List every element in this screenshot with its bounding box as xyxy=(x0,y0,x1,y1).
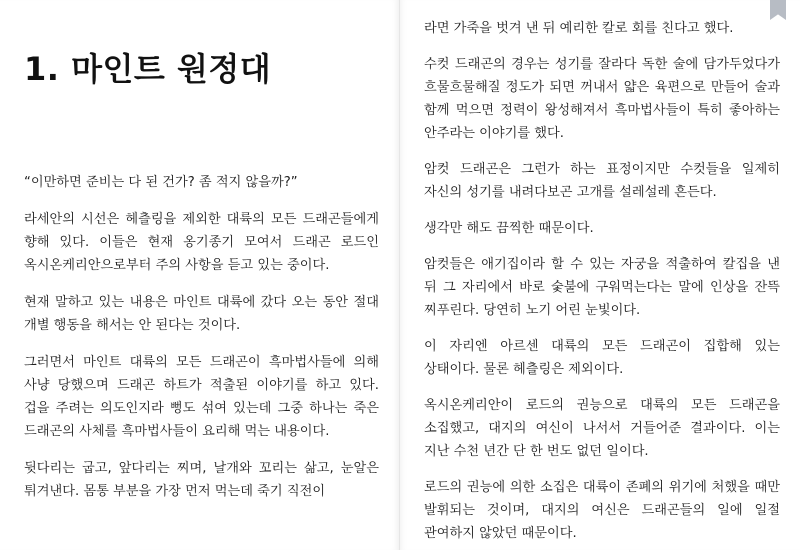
paragraph: 암컷들은 애기집이라 할 수 있는 자궁을 적출하여 칼집을 낸 뒤 그 자리에서 바로 숯불에 구워먹는다는 말에 인상을 잔뜩 찌푸린다. 당연히 노기 어린 눈빛이다. xyxy=(424,257,780,318)
chapter-title: 1. 마인트 원정대 xyxy=(24,50,272,88)
paragraph: 이 자리엔 아르센 대륙의 모든 드래곤이 집합해 있는 상태이다. 물론 헤츨링은 제외이다. xyxy=(424,339,780,377)
paragraph: 로드의 권능에 의한 소집은 대륙이 존폐의 위기에 처했을 때만 발휘되는 것이며, 대지의 여신은 드래곤들의 일에 일절 관여하지 않았던 때문이다. xyxy=(424,480,780,541)
paragraph: 현재 말하고 있는 내용은 마인트 대륙에 갔다 오는 동안 절대 개별 행동을 해서는 안 된다는 것이다. xyxy=(24,295,379,333)
paragraph: 뒷다리는 굽고, 앞다리는 찌며, 날개와 꼬리는 삶고, 눈알은 튀겨낸다. 몸통 부분을 가장 먼저 먹는데 죽기 직전이 xyxy=(24,461,379,499)
paragraph: 생각만 해도 끔찍한 때문이다. xyxy=(424,221,594,236)
paragraph: 라면 가죽을 벗겨 낸 뒤 예리한 칼로 회를 친다고 했다. xyxy=(424,21,734,36)
paragraph: 그러면서 마인트 대륙의 모든 드래곤이 흑마법사들에 의해 사냥 당했으며 드래곤 하트가 적출된 이야기를 하고 있다. 겁을 주려는 의도인지라 뻥도 섞여 있는데 그중 하나는 죽은 드래곤의 사체를 흑마법사들이 요리해 먹는 내용이다. xyxy=(24,355,379,439)
paragraph: 암컷 드래곤은 그런가 하는 표정이지만 수컷들을 일제히 자신의 성기를 내려다보곤 고개를 설레설레 흔든다. xyxy=(424,162,780,200)
paragraph: 라세안의 시선은 헤츨링을 제외한 대륙의 모든 드래곤들에게 향해 있다. 이들은 현재 옹기종기 모여서 드래곤 로드인 옥시온케리안으로부터 주의 사항을 듣고 있는 중이다. xyxy=(24,212,379,273)
paragraph: “이만하면 준비는 다 된 건가? 좀 적지 않을까?” xyxy=(24,175,298,190)
right-page[interactable] xyxy=(400,0,800,550)
paragraph: 수컷 드래곤의 경우는 성기를 잘라다 독한 술에 담가두었다가 흐물흐물해질 정도가 되면 꺼내서 얇은 육편으로 만들어 술과 함께 먹으면 정력이 왕성해져서 흑마법사들이 특히 좋아하는 안주라는 이야기를 했다. xyxy=(424,57,780,141)
paragraph: 옥시온케리안이 로드의 권능으로 대륙의 모든 드래곤을 소집했고, 대지의 여신이 나서서 거들어준 결과이다. 이는 지난 수천 년간 단 한 번도 없던 일이다. xyxy=(424,398,780,459)
